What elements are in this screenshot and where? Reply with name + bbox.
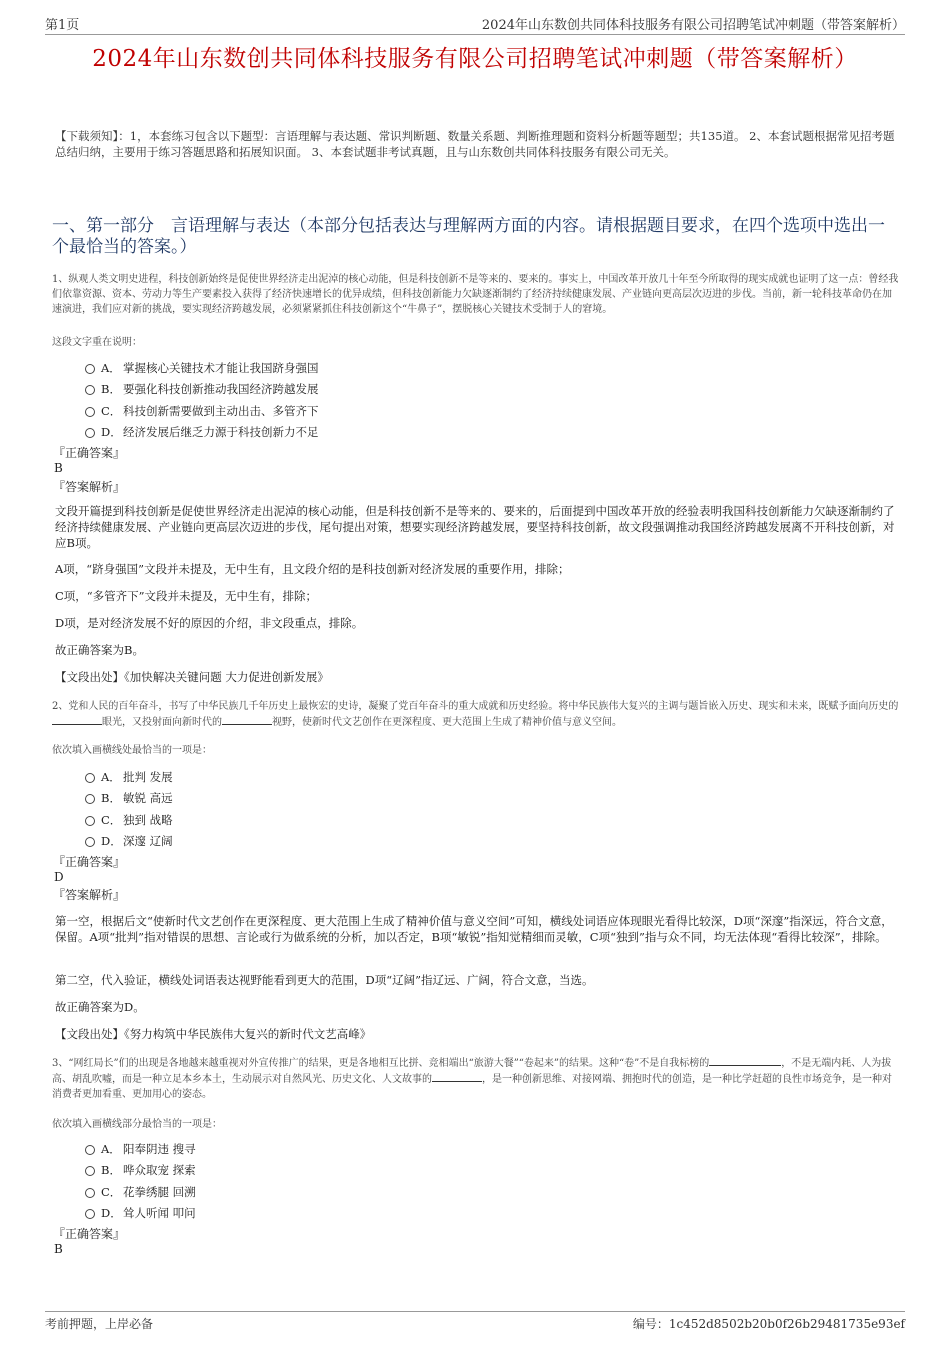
option-a[interactable]: A． 阳奉阴违 搜寻 — [85, 1139, 196, 1160]
radio-icon[interactable] — [85, 364, 95, 374]
footer-doc-id: 编号：1c452d8502b20b0f26b29481735e93ef — [632, 1317, 905, 1331]
question-3-text: 3、“网红局长”们的出现是各地越来越重视对外宣传推广的结果，更是各地相互比拼、竞相端出“旅游大餐”“卷起来”的结果。这种“卷”不是自我标榜的 ，不是无端内耗、人为拔高、胡乱吹嘘，而是一种立足本乡本土，生动展示对自然风光、历史文化、人文故事的 ，是一种创新思维、对接网端、拥抱时代的创造，是一种比学赶超的良性市场竞争，是一种对消费者更加看重、更加用心的姿态。 — [52, 1055, 900, 1102]
option-c[interactable]: C． 花拳绣腿 回溯 — [85, 1182, 196, 1203]
question-1-text: 1、纵观人类文明史进程，科技创新始终是促使世界经济走出泥淖的核心动能，但是科技创新不是等来的、要来的。事实上，中国改革开放几十年至今所取得的现实成就也证明了这一点：曾经我们依靠资源、资本、劳动力等生产要素投入获得了经济快速增长的优异成绩，但科技创新能力欠缺逐渐制约了经济持续健康发展、产业链向更高层次迈进的步伐。当前，新一轮科技革命仍在加速演进，我们应对新的挑战，要实现经济跨越发展，必须紧紧抓住科技创新这个“牛鼻子”，摆脱核心关键技术受制于人的窘境。 — [52, 274, 899, 315]
question-2-text: 2、党和人民的百年奋斗，书写了中华民族几千年历史上最恢宏的史诗，凝聚了党百年奋斗的重大成就和历史经验。将中华民族伟大复兴的主调与题旨嵌入历史、现实和未来，既赋予面向历史的眼光，又投射面向新时代的 视野，使新时代文艺创作在更深程度、更大范围上生成了精神价值与意义空间。 — [52, 701, 899, 728]
question-3-options — [85, 1139, 196, 1224]
option-b[interactable]: B． 哗众取宠 探索 — [85, 1160, 196, 1181]
option-d[interactable]: D．深邃 辽阔 — [85, 831, 173, 852]
analysis-paragraph: 故正确答案为D。 — [55, 1000, 145, 1014]
correct-answer-value: B — [54, 461, 63, 475]
analysis-paragraph: C项，“多管齐下”文段并未提及，无中生有，排除； — [55, 589, 318, 603]
analysis-label: 『答案解析』 — [53, 888, 126, 902]
radio-icon[interactable] — [85, 1188, 95, 1198]
section-heading: 一、第一部分 言语理解与表达（本部分包括表达与理解两方面的内容。请根据题目要求，在四个选项中选出一个最恰当的答案。） — [52, 216, 885, 257]
radio-icon[interactable] — [85, 428, 95, 438]
correct-answer-label: 『正确答案』 — [53, 855, 126, 869]
correct-answer-label: 『正确答案』 — [53, 1227, 126, 1241]
option-c[interactable]: C． 独到 战略 — [85, 810, 173, 831]
option-a[interactable]: A． 批判 发展 — [85, 767, 173, 788]
radio-icon[interactable] — [85, 407, 95, 417]
fill-blank — [432, 1071, 482, 1082]
radio-icon[interactable] — [85, 1166, 95, 1176]
option-a[interactable]: A． 掌握核心关键技术才能让我国跻身强国 — [85, 358, 319, 379]
radio-icon[interactable] — [85, 816, 95, 826]
page-title: 2024年山东数创共同体科技服务有限公司招聘笔试冲刺题（带答案解析） — [92, 46, 858, 72]
radio-icon[interactable] — [85, 385, 95, 395]
radio-icon[interactable] — [85, 1145, 95, 1155]
radio-icon[interactable] — [85, 1209, 95, 1219]
radio-icon[interactable] — [85, 794, 95, 804]
page-number: 第1页 — [45, 18, 80, 33]
question-2-options — [85, 767, 173, 852]
analysis-paragraph: 第二空，代入验证，横线处词语表达视野能看到更大的范围，D项“辽阔”指辽远、广阔，符合文意，当选。 — [55, 973, 594, 987]
option-b[interactable]: B． 要强化科技创新推动我国经济跨越发展 — [85, 379, 319, 400]
option-d[interactable]: D．经济发展后继乏力源于科技创新力不足 — [85, 422, 319, 443]
fill-blank — [222, 714, 272, 725]
question-1-options — [85, 358, 319, 443]
page-header — [45, 14, 905, 35]
radio-icon[interactable] — [85, 837, 95, 847]
analysis-paragraph: 故正确答案为B。 — [55, 643, 144, 657]
analysis-label: 『答案解析』 — [53, 480, 126, 494]
correct-answer-value: B — [54, 1242, 63, 1256]
option-c[interactable]: C． 科技创新需要做到主动出击、多管齐下 — [85, 401, 319, 422]
radio-icon[interactable] — [85, 773, 95, 783]
option-d[interactable]: D．耸人听闻 叩问 — [85, 1203, 196, 1224]
correct-answer-label: 『正确答案』 — [53, 446, 126, 460]
question-3-stem: 依次填入画横线部分最恰当的一项是： — [52, 1119, 222, 1130]
download-notice: 【下载须知】：1，本套练习包含以下题型：言语理解与表达题、常识判断题、数量关系题、判断推理题和资料分析题等题型；共135道。 2、本套试题根据常见招考题总结归纳，主要用于练习答题思路和拓展知识面。 3、本套试题非考试真题，且与山东数创共同体科技服务有限公司无关。 — [55, 129, 895, 159]
option-b[interactable]: B． 敏锐 高远 — [85, 788, 173, 809]
source-citation: 【文段出处】《加快解决关键问题 大力促进创新发展》 — [55, 670, 329, 684]
analysis-paragraph: D项，是对经济发展不好的原因的介绍，非文段重点，排除。 — [55, 616, 364, 630]
source-citation: 【文段出处】《努力构筑中华民族伟大复兴的新时代文艺高峰》 — [55, 1027, 372, 1041]
question-1-stem: 这段文字重在说明： — [52, 337, 142, 348]
page-footer — [45, 1311, 905, 1331]
analysis-paragraph: 第一空，根据后文“使新时代文艺创作在更深程度、更大范围上生成了精神价值与意义空间”可知，横线处词语应体现眼光看得比较深，D项“深邃”指深远，符合文意，保留。A项“批判”指对错误的思想、言论或行为做系统的分析，加以否定，B项“敏锐”指知觉精细而灵敏，C项“独到”指与众不同，均无法体现“看得比较深”，排除。 — [55, 914, 893, 944]
fill-blank — [52, 714, 102, 725]
analysis-paragraph: 文段开篇提到科技创新是促使世界经济走出泥淖的核心动能，但是科技创新不是等来的、要来的，后面提到中国改革开放的经验表明我国科技创新能力欠缺逐渐制约了经济持续健康发展、产业链向更高层次迈进的步伐，尾句提出对策，想要实现经济跨越发展，要坚持科技创新，故文段强调推动我国经济跨越发展离不开科技创新，对应B项。 — [55, 504, 895, 550]
analysis-paragraph: A项，“跻身强国”文段并未提及，无中生有，且文段介绍的是科技创新对经济发展的重要作用，排除； — [55, 562, 570, 576]
header-doc-title: 2024年山东数创共同体科技服务有限公司招聘笔试冲刺题（带答案解析） — [481, 18, 905, 33]
footer-slogan: 考前押题，上岸必备 — [45, 1317, 154, 1331]
question-2-stem: 依次填入画横线处最恰当的一项是： — [52, 745, 212, 756]
correct-answer-value: D — [54, 870, 64, 884]
fill-blank — [709, 1055, 781, 1066]
